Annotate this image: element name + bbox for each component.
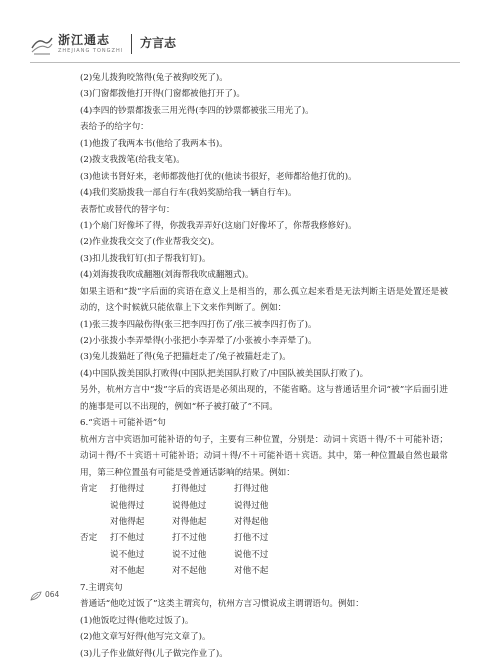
table-cell: 打不过他 <box>172 533 207 544</box>
text-line: (3)扣儿拨我钉钉(扣子帮我钉钉)。 <box>80 253 211 264</box>
page-header <box>30 30 460 64</box>
table-cell <box>80 498 110 514</box>
text-line: (2)小张拨小李弄晕得(小张把小李弄晕了/小张被小李弄晕了)。 <box>80 336 317 347</box>
text-line: (3)兔儿拨猫赶了得(兔子把猫赶走了/兔子被猫赶走了)。 <box>80 352 291 363</box>
leaf-icon <box>30 591 42 601</box>
paragraph: 另外，杭州方言中“拨”字后的宾语是必须出现的，不能省略。这与普通话里介词“被”字后面引进的施事是可以不出现的，例如“杯子被打破了”不同。 <box>80 385 448 412</box>
logo-icon <box>30 32 54 56</box>
subheading: 7.主谓宾句 <box>80 582 123 593</box>
paragraph: 如果主语和“拨”字后面的宾语在意义上是相当的，那么孤立起来看是无法判断主语是处置还是被动的，这个时候就只能依靠上下文来作判断了。例如： <box>80 286 448 314</box>
body-text <box>80 70 448 662</box>
text-line: (1)他拨了我两本书(他给了我两本书)。 <box>80 138 228 149</box>
table-cell: 对他得起 <box>110 516 145 527</box>
table-cell: 打他不过 <box>234 533 269 544</box>
table-cell: 对得他起 <box>172 516 207 527</box>
text-line: 普通话“他吃过饭了”这类主谓宾句，杭州方言习惯说成主谓谓语句。例如： <box>80 599 364 610</box>
table-cell <box>80 547 110 563</box>
text-line: (2)作业拨我交交了(作业帮我交交)。 <box>80 237 220 248</box>
text-line: (4)中国队拨美国队打败得(中国队把美国队打败了/中国队被美国队打败了)。 <box>80 368 369 379</box>
text-line: (4)我们奖励拨我一部自行车(我妈奖励给我一辆自行车)。 <box>80 188 297 199</box>
text-line: (3)门窗都拨他打开得(门窗都被他打开了)。 <box>80 89 245 100</box>
text-line: (4)李四的钞票都拨张三用光得(李四的钞票都被张三用光了)。 <box>80 105 314 116</box>
subheading: 6.“宾语＋可能补语”句 <box>80 418 166 429</box>
table-cell: 对不他起 <box>110 566 145 577</box>
table-cell: 打得过他 <box>234 484 269 495</box>
page-number: 064 <box>45 590 60 599</box>
table-cell: 肯定 <box>80 484 98 495</box>
table-cell: 对他不起 <box>234 566 269 577</box>
section-title: 方言志 <box>140 36 177 50</box>
table-cell: 说他不过 <box>234 549 269 560</box>
table-cell: 打得他过 <box>172 484 207 495</box>
text-line: 表帮忙或替代的替字句： <box>80 204 175 215</box>
text-line: 表给予的给字句： <box>80 122 149 133</box>
brand-title: 浙江通志 <box>58 33 111 47</box>
text-line: (4)刘海拨我吹成翻翘(刘海帮我吹成翻翘式)。 <box>80 270 254 281</box>
text-line: (2)兔儿拨狗咬煞得(兔子被狗咬死了)。 <box>80 73 228 83</box>
table-cell: 说不过他 <box>172 549 207 560</box>
table-cell: 打不他过 <box>110 533 145 544</box>
table-cell: 说得过他 <box>234 500 269 511</box>
header-divider <box>131 34 132 54</box>
brand-subtitle: ZHEJIANG TONGZHI <box>58 48 124 54</box>
table-cell: 说不他过 <box>110 549 145 560</box>
text-line: (3)他读书肾好来，老师都拨他打优的(他读书很好，老师都给他打优的)。 <box>80 171 357 182</box>
table-cell: 打他得过 <box>110 484 145 495</box>
table-cell <box>80 514 110 530</box>
table-cell <box>80 563 110 579</box>
table-cell: 对得起他 <box>234 516 269 527</box>
table-cell: 否定 <box>80 533 98 544</box>
table-cell: 说他得过 <box>110 500 145 511</box>
text-line: (3)儿子作业做好得(儿子做完作业了)。 <box>80 648 228 659</box>
text-line: (1)个扇门好像坏了得，你拨我弄弄好(这扇门好像坏了，你帮我修修好)。 <box>80 220 357 231</box>
header-rule <box>30 62 460 63</box>
text-line: (2)拨支我拨笔(给我支笔)。 <box>80 155 185 166</box>
text-line: (1)他饭吃过得(他吃过饭了)。 <box>80 615 194 626</box>
text-line: (1)张三拨李四敲伤得(张三把李四打伤了/张三被李四打伤了)。 <box>80 319 317 330</box>
table-cell: 对不起他 <box>172 566 207 577</box>
text-line: (2)他文章写好得(他写完文章了)。 <box>80 632 211 643</box>
paragraph: 杭州方言中宾语加可能补语的句子，主要有三种位置，分别是：动词＋宾语＋得/不＋可能补语；动词＋得/不＋宾语＋可能补语；动词＋得/不＋可能补语＋宾语。其中，第一种位置最自然也最常用，第三种位置虽有可能是受普通话影响的结果。例如： <box>80 434 448 478</box>
table-cell: 说得他过 <box>172 500 207 511</box>
example-table <box>80 481 448 580</box>
